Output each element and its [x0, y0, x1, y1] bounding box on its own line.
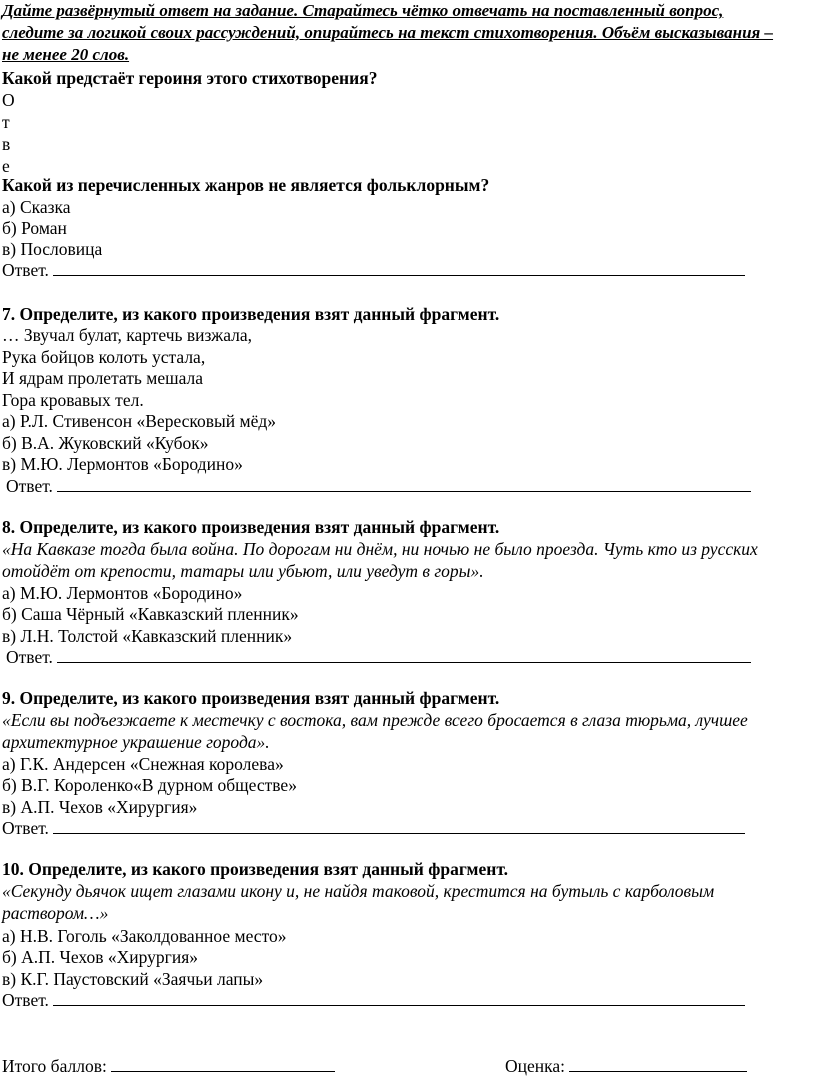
- grade-label: Оценка:: [505, 1056, 566, 1076]
- fragment-line: … Звучал булат, картечь визжала,: [2, 325, 253, 345]
- fragment-line: отойдёт от крепости, татары или убьют, или уведут в горы».: [2, 561, 484, 581]
- answer-letter: О: [2, 90, 15, 110]
- total-score-row: [2, 1055, 335, 1077]
- grade-field[interactable]: [569, 1055, 747, 1072]
- answer-label: Ответ.: [6, 647, 53, 667]
- option-item: в) Л.Н. Толстой «Кавказский пленник»: [2, 626, 293, 646]
- option-item: в) М.Ю. Лермонтов «Бородино»: [2, 454, 243, 474]
- answer-letter: т: [2, 112, 10, 132]
- option-item: а) Р.Л. Стивенсон «Вересковый мёд»: [2, 411, 277, 431]
- question-10: 10. Определите, из какого произведения взят данный фрагмент.: [2, 859, 508, 879]
- option-item: а) Г.К. Андерсен «Снежная королева»: [2, 754, 284, 774]
- option-item: в) Пословица: [2, 239, 103, 259]
- fragment-line: «На Кавказе тогда была война. По дорогам ни днём, ни ночью не было проезда. Чуть кто из русских: [2, 539, 758, 559]
- grade-row: [505, 1055, 747, 1077]
- question-genre: Какой из перечисленных жанров не является фольклорным?: [2, 175, 490, 195]
- question-8: 8. Определите, из какого произведения взят данный фрагмент.: [2, 517, 500, 537]
- intro-line-3: не менее 20 слов.: [2, 45, 130, 64]
- answer-row: [2, 817, 745, 839]
- answer-label: Ответ.: [2, 990, 49, 1010]
- question-9: 9. Определите, из какого произведения взят данный фрагмент.: [2, 688, 500, 708]
- answer-field[interactable]: [57, 475, 751, 492]
- answer-row: [6, 646, 751, 668]
- option-item: б) А.П. Чехов «Хирургия»: [2, 947, 199, 967]
- option-item: б) В.А. Жуковский «Кубок»: [2, 433, 209, 453]
- fragment-line: Гора кровавых тел.: [2, 390, 144, 410]
- fragment-line: раствором…»: [2, 903, 109, 923]
- answer-field[interactable]: [53, 259, 745, 276]
- total-score-label: Итого баллов:: [2, 1056, 107, 1076]
- question-7: 7. Определите, из какого произведения взят данный фрагмент.: [2, 304, 500, 324]
- answer-letter: в: [2, 134, 11, 154]
- question-heroine: Какой предстаёт героиня этого стихотворения?: [2, 68, 378, 88]
- option-item: а) Н.В. Гоголь «Заколдованное место»: [2, 926, 287, 946]
- answer-row: [6, 475, 751, 497]
- intro-line-1: Дайте развёрнутый ответ на задание. Старайтесь чётко отвечать на поставленный вопрос,: [2, 1, 724, 20]
- answer-row: [2, 259, 745, 281]
- fragment-line: И ядрам пролетать мешала: [2, 368, 203, 388]
- answer-field[interactable]: [53, 817, 745, 834]
- option-item: а) М.Ю. Лермонтов «Бородино»: [2, 583, 243, 603]
- total-score-field[interactable]: [111, 1055, 335, 1072]
- answer-label: Ответ.: [6, 476, 53, 496]
- fragment-line: архитектурное украшение города».: [2, 732, 270, 752]
- option-item: б) Саша Чёрный «Кавказский пленник»: [2, 604, 299, 624]
- option-item: в) А.П. Чехов «Хирургия»: [2, 797, 198, 817]
- answer-field[interactable]: [53, 989, 745, 1006]
- answer-label: Ответ.: [2, 818, 49, 838]
- fragment-line: «Если вы подъезжаете к местечку с востока, вам прежде всего бросается в глаза тюрьма, лучшее: [2, 710, 748, 730]
- fragment-line: «Секунду дьячок ищет глазами икону и, не найдя таковой, крестится на бутыль с карболовым: [2, 881, 715, 901]
- answer-row: [2, 989, 745, 1011]
- answer-field[interactable]: [57, 646, 751, 663]
- answer-label: Ответ.: [2, 260, 49, 280]
- option-item: а) Сказка: [2, 197, 71, 217]
- fragment-line: Рука бойцов колоть устала,: [2, 347, 206, 367]
- answer-letter: е: [2, 156, 10, 176]
- option-item: б) В.Г. Короленко«В дурном обществе»: [2, 775, 297, 795]
- option-item: в) К.Г. Паустовский «Заячьи лапы»: [2, 969, 264, 989]
- intro-line-2: следите за логикой своих рассуждений, опирайтесь на текст стихотворения. Объём высказывания –: [2, 23, 774, 42]
- option-item: б) Роман: [2, 218, 67, 238]
